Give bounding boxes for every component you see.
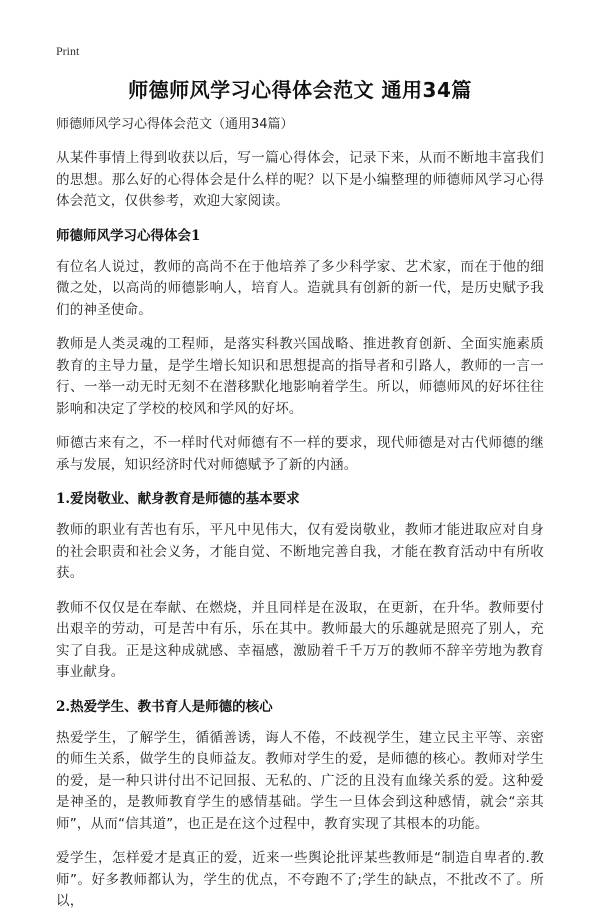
subheading-1: 1.爱岗敬业、献身教育是师德的基本要求 — [56, 491, 300, 507]
subheading-2: 2.热爱学生、教书育人是师德的核心 — [56, 698, 273, 715]
paragraph: 师德古来有之，不一样时代对师德有不一样的要求，现代师德是对古代师德的继承与发展，知识经济时代对师德赋予了新的内涵。 — [56, 435, 544, 473]
paragraph: 教师不仅仅是在奉献、在燃烧，并且同样是在汲取，在更新，在升华。教师要付出艰辛的劳动，可是苦中有乐，乐在其中。教师最大的乐趣就是照亮了别人，充实了自我。正是这种成就感、幸福感，激励着千千万万的教师不辞辛劳地为教育事业献身。 — [56, 599, 544, 680]
paragraph: 热爱学生，了解学生，循循善诱，诲人不倦，不歧视学生，建立民主平等、亲密的师生关系，做学生的良师益友。教师对学生的爱，是师德的核心。教师对学生的爱，是一种只讲付出不记回报、无私的、广泛的且没有血缘关系的爱。这种爱是神圣的，是教师教育学生的感情基础。学生一旦体会到这种感情，就会“亲其师”，从而“信其道”，也正是在这个过程中，教育实现了其根本的功能。 — [56, 729, 544, 832]
paragraph: 教师是人类灵魂的工程师，是落实科教兴国战略、推进教育创新、全面实施素质教育的主导力量，是学生增长知识和思想提高的指导者和引路人，教师的一言一行、一举一动无时无刻不在潜移默化地影响着学生。所以，师德师风的好坏往往影响和决定了学校的校风和学风的好坏。 — [56, 336, 544, 417]
paragraph: 教师的职业有苦也有乐，平凡中见伟大，仅有爱岗敬业，教师才能进取应对自身的社会职责和社会义务，才能自觉、不断地完善自我，才能在教育活动中有所收获。 — [56, 522, 544, 581]
paragraph: 爱学生，怎样爱才是真正的爱，近来一些舆论批评某些教师是“制造自卑者的.教师”。好多教师都认为，学生的优点，不夸跑不了;学生的缺点，不批改不了。所以， — [56, 850, 544, 909]
section-heading-1: 师德师风学习心得体会1 — [56, 227, 201, 244]
intro-paragraph: 从某件事情上得到收获以后，写一篇心得体会，记录下来，从而不断地丰富我们的思想。那么好的心得体会是什么样的呢？以下是小编整理的师德师风学习心得体会范文，仅供参考，欢迎大家阅读。 — [56, 150, 544, 209]
document-subtitle: 师德师风学习心得体会范文（通用34篇） — [56, 117, 294, 132]
paragraph: 有位名人说过，教师的高尚不在于他培养了多少科学家、艺术家，而在于他的细微之处，以高尚的师德影响人，培育人。造就具有创新的新一代，是历史赋予我们的神圣使命。 — [56, 258, 544, 318]
page-title: 师德师风学习心得体会范文 通用34篇 — [128, 78, 472, 102]
print-link[interactable]: Print — [56, 44, 80, 58]
